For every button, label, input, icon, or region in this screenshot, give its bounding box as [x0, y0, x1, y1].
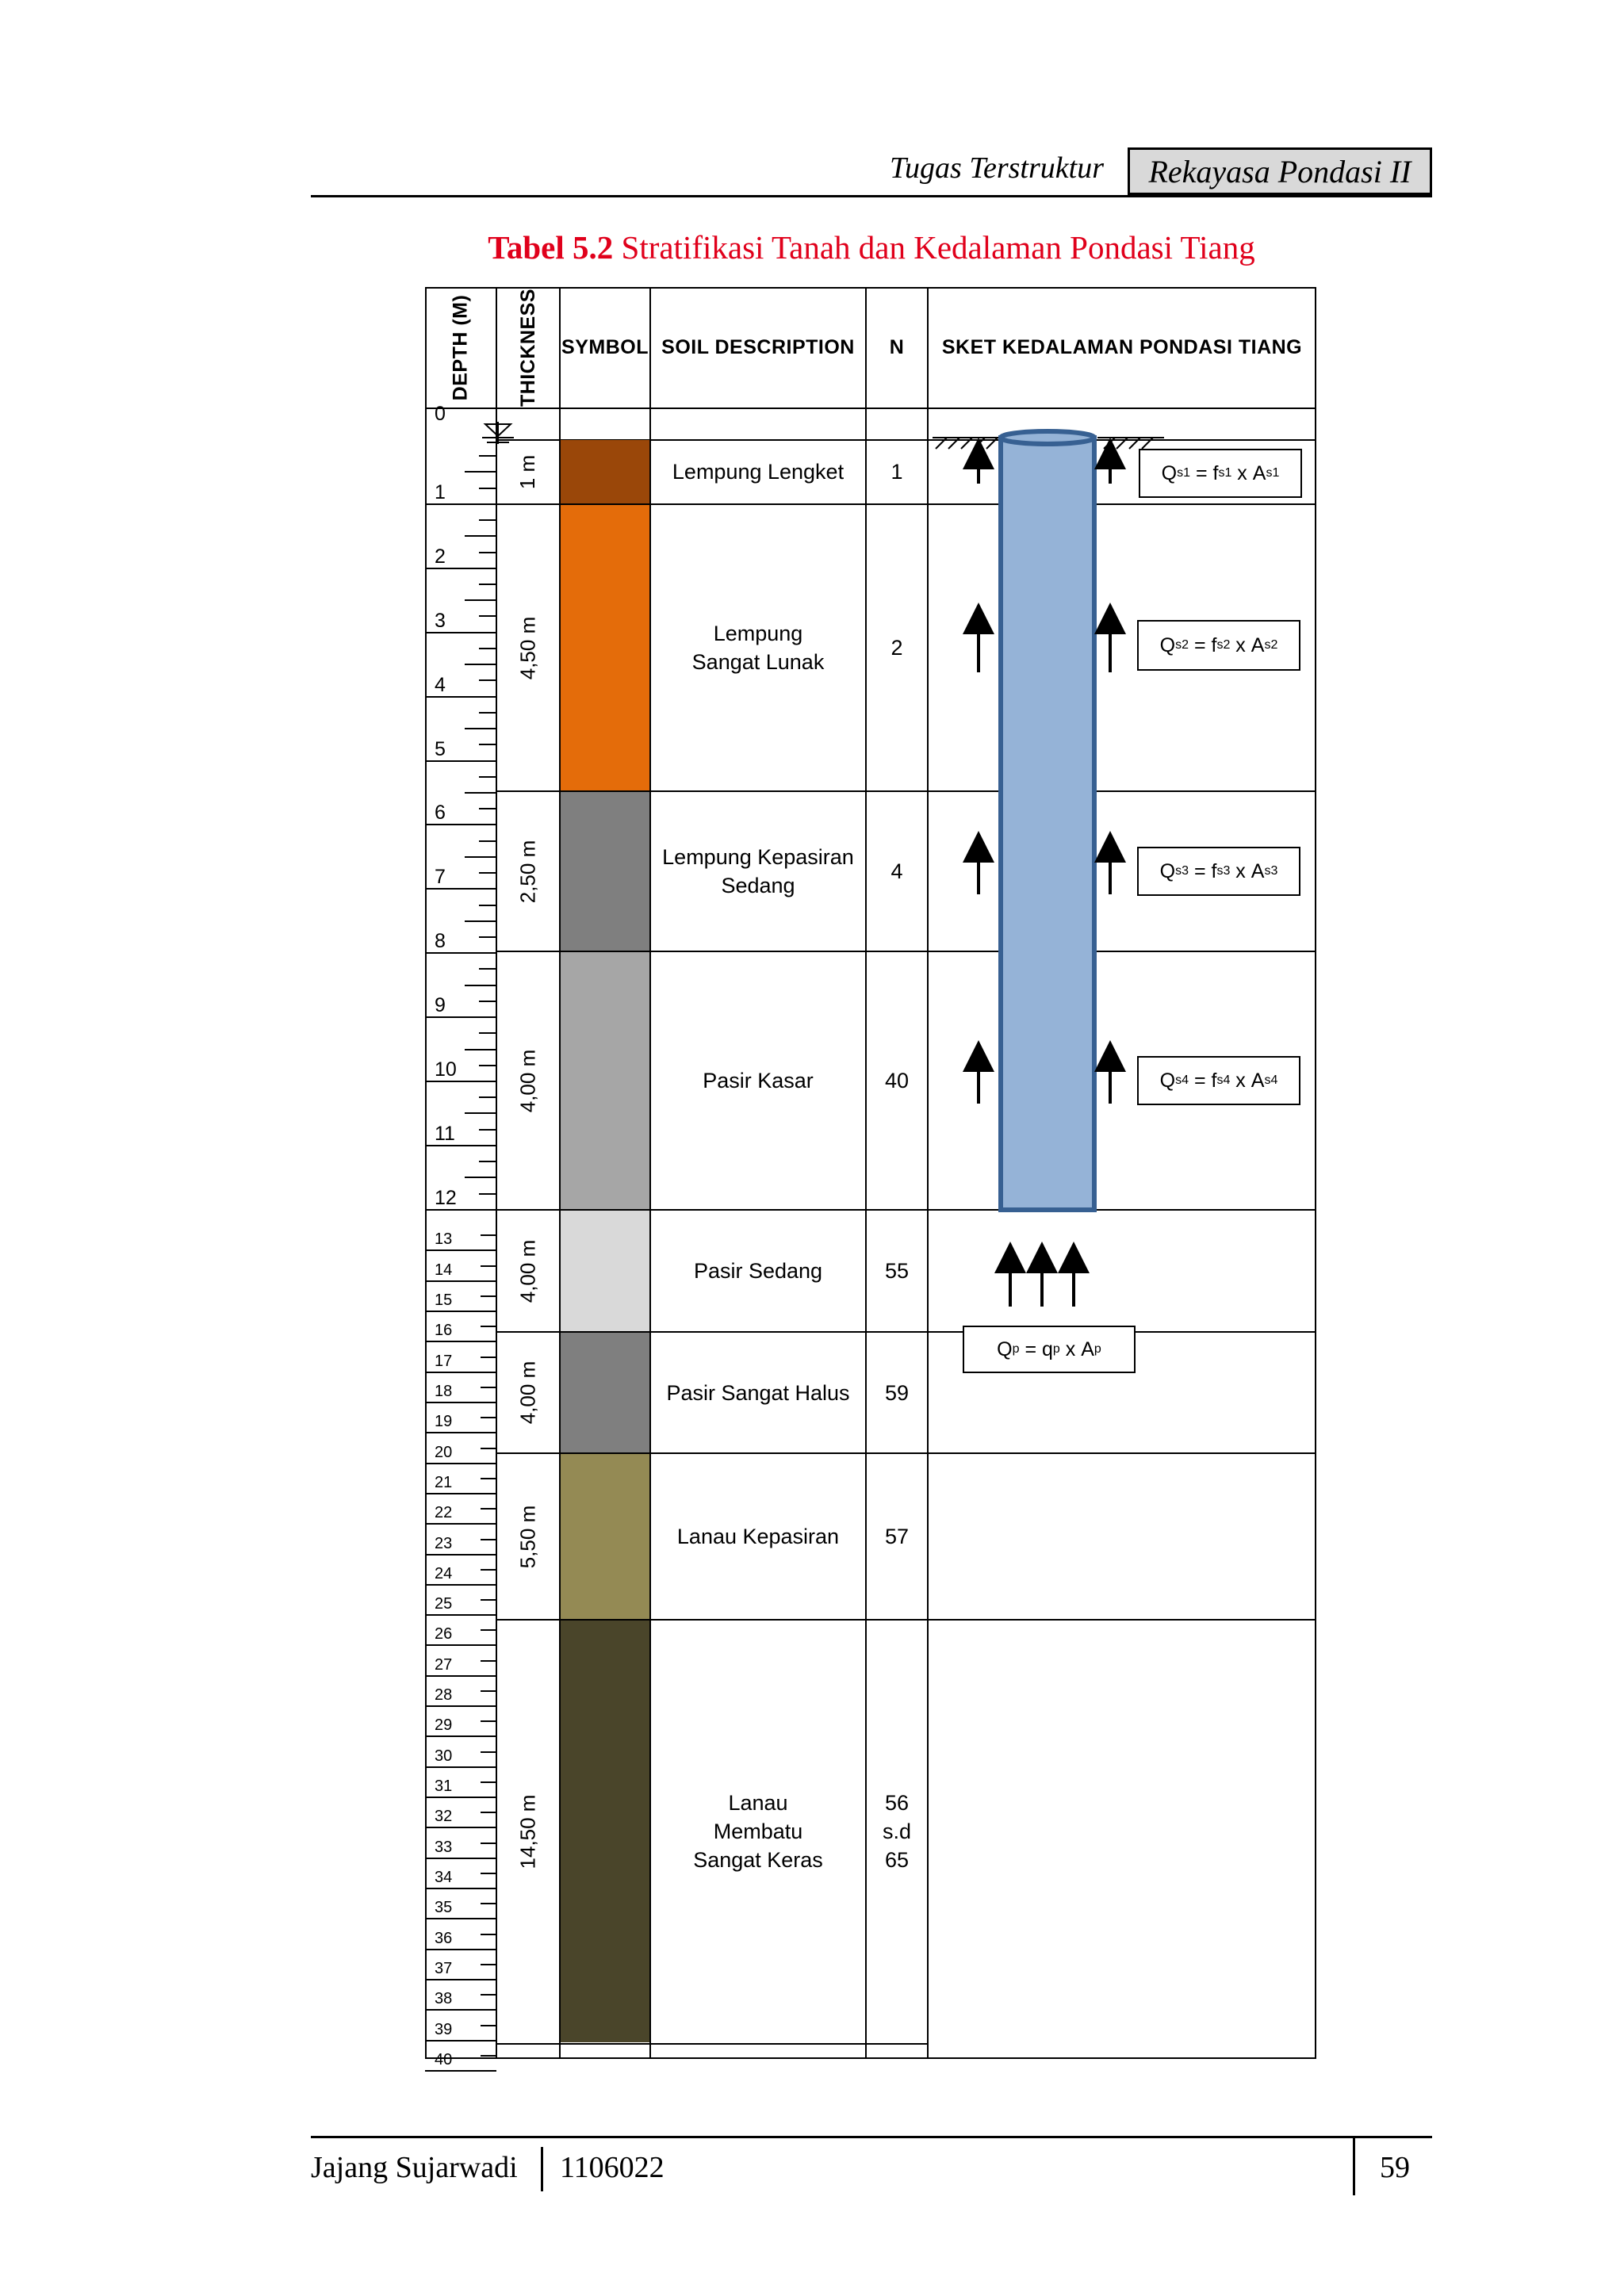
layer-description: Lempung Lengket — [672, 460, 845, 484]
depth-label: 30 — [435, 1747, 453, 1765]
depth-label: 35 — [435, 1899, 453, 1917]
depth-label: 1 — [435, 480, 446, 503]
col-header-depth: DEPTH (M) — [449, 294, 472, 400]
layer-thickness: 1 m — [515, 454, 540, 489]
depth-label: 2 — [435, 545, 446, 568]
pile-shaft — [1001, 431, 1094, 1210]
layer-description: Lempung Sangat Lunak — [691, 622, 825, 674]
depth-label: 23 — [435, 1534, 453, 1552]
footer-student-id: 1106022 — [560, 2151, 665, 2184]
formula-qp: Q p = q p x A p — [963, 1326, 1136, 1373]
layer-thickness: 4,00 m — [515, 1360, 540, 1425]
footer-divider — [1353, 2138, 1355, 2195]
table-caption-text: Stratifikasi Tanah dan Kedalaman Pondasi Tiang — [621, 229, 1255, 266]
depth-label: 38 — [435, 1990, 453, 2008]
formula-qs1: Q s1 = f s1 x A s1 — [1139, 449, 1302, 498]
layer-n-value: 57 — [884, 1525, 910, 1548]
depth-label: 34 — [435, 1869, 453, 1887]
depth-label: 7 — [435, 866, 446, 889]
depth-label: 13 — [435, 1230, 453, 1249]
layer-thickness: 4,00 m — [515, 1049, 540, 1112]
depth-label: 28 — [435, 1686, 453, 1705]
depth-label: 12 — [435, 1186, 457, 1209]
col-header-description: SOIL DESCRIPTION — [661, 335, 855, 358]
depth-label: 15 — [435, 1291, 453, 1309]
depth-label: 4 — [435, 673, 446, 696]
depth-label: 39 — [435, 2020, 453, 2038]
depth-label: 22 — [435, 1504, 453, 1522]
depth-label: 25 — [435, 1595, 453, 1613]
depth-label: 27 — [435, 1655, 453, 1674]
depth-label: 33 — [435, 1838, 453, 1856]
layer-n-value: 1 — [891, 460, 903, 484]
depth-label: 8 — [435, 930, 446, 953]
col-header-thickness: THICKNESS — [516, 288, 539, 407]
depth-label: 18 — [435, 1382, 453, 1400]
water-table-icon — [482, 422, 514, 444]
course-subject: Rekayasa Pondasi II — [1148, 153, 1411, 189]
layer-thickness: 4,50 m — [515, 616, 540, 679]
footer-rule — [311, 2136, 1432, 2138]
depth-label: 24 — [435, 1564, 453, 1582]
layer-n-value: 59 — [884, 1380, 910, 1405]
depth-label: 14 — [435, 1261, 453, 1279]
table-caption-label: Tabel 5.2 — [488, 229, 614, 266]
layer-description: Lempung Kepasiran Sedang — [662, 845, 854, 897]
depth-label: 32 — [435, 1808, 453, 1826]
depth-label: 36 — [435, 1929, 453, 1947]
depth-label: 21 — [435, 1473, 453, 1491]
layer-thickness: 2,50 m — [515, 840, 540, 903]
layer-description: Lanau Kepasiran — [676, 1525, 840, 1548]
layer-n-value: 56 s.d 65 — [882, 1791, 912, 1872]
depth-label: 5 — [435, 737, 446, 760]
footer-divider — [541, 2147, 543, 2191]
layer-n-value: 2 — [891, 636, 903, 660]
depth-label: 10 — [435, 1058, 457, 1081]
layer-n-value: 4 — [891, 859, 903, 883]
col-header-symbol: SYMBOL — [561, 335, 649, 358]
formula-qs2: Q s2 = f s2 x A s2 — [1137, 620, 1300, 671]
page-number: 59 — [1380, 2151, 1410, 2184]
formula-qs4: Q s4 = f s4 x A s4 — [1137, 1056, 1300, 1105]
layer-description: Pasir Kasar — [703, 1069, 814, 1093]
layer-thickness: 14,50 m — [515, 1794, 540, 1869]
layer-thickness: 4,00 m — [515, 1239, 540, 1303]
depth-label: 16 — [435, 1322, 453, 1340]
layer-description: Pasir Sedang — [693, 1259, 823, 1283]
layer-n-value: 40 — [884, 1069, 910, 1093]
depth-label: 26 — [435, 1625, 453, 1644]
depth-label: 20 — [435, 1443, 453, 1461]
depth-label: 17 — [435, 1352, 453, 1370]
depth-label: 0 — [435, 403, 446, 425]
depth-label: 37 — [435, 1960, 453, 1977]
depth-label: 19 — [435, 1413, 453, 1431]
depth-label: 31 — [435, 1777, 453, 1796]
col-header-n: N — [889, 335, 905, 358]
layer-n-value: 55 — [884, 1259, 910, 1283]
depth-label: 6 — [435, 802, 446, 825]
layer-description: Lanau Membatu Sangat Keras — [693, 1791, 823, 1872]
col-header-sketch: SKET KEDALAMAN PONDASI TIANG — [941, 335, 1303, 358]
depth-label: 29 — [435, 1716, 453, 1735]
formula-qs3: Q s3 = f s3 x A s3 — [1137, 847, 1300, 896]
depth-label: 9 — [435, 994, 446, 1017]
depth-label: 3 — [435, 609, 446, 632]
layer-thickness: 5,50 m — [515, 1505, 540, 1568]
layer-description: Pasir Sangat Halus — [666, 1380, 850, 1405]
depth-label: 11 — [435, 1122, 455, 1145]
running-title: Tugas Terstruktur — [890, 151, 1104, 185]
depth-label: 40 — [435, 2050, 453, 2068]
footer-author: Jajang Sujarwadi — [311, 2151, 518, 2184]
